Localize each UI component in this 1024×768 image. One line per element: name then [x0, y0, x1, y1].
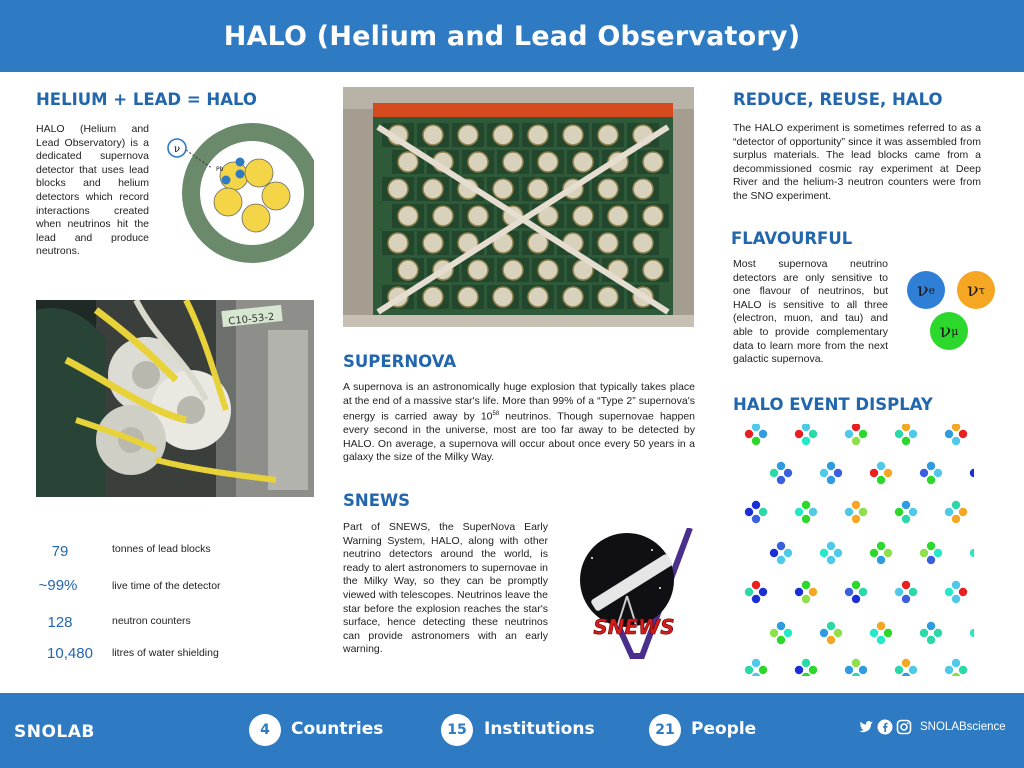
nu-subscript: e [928, 283, 936, 297]
counter-hit [970, 469, 974, 477]
counter-hit [870, 629, 878, 637]
helium-counter [563, 125, 583, 145]
counter-hit [927, 542, 935, 550]
counter-hit [802, 424, 810, 431]
helium-counter [608, 206, 628, 226]
counter-hit [859, 508, 867, 516]
counter-hit [952, 595, 960, 603]
counter-hit [845, 430, 853, 438]
snews-text: Part of SNEWS, the SuperNova Early Warning System, HALO, along with other neutrino detectors around the world, is ready to alert astronomers to supernovae in the Milky Way, so they can be promptly viewed with telescopes. Neutrinos leave the star before the explosion reaches the star's surface, hence detecting these neutrinos can provide astronomers with an early warning. [343, 521, 548, 656]
countries-label: Countries [291, 719, 384, 739]
counter-hit [852, 595, 860, 603]
helium-counter [468, 260, 488, 280]
supernova-exponent: 58 [492, 411, 500, 418]
counter-hit [820, 549, 828, 557]
stat-label: live time of the detector [112, 580, 221, 592]
counter-hit [802, 581, 810, 589]
counter-hit [859, 588, 867, 596]
counter-hit [809, 666, 817, 674]
counter-hit [877, 636, 885, 644]
counter-hit [909, 430, 917, 438]
helium-counter [262, 182, 290, 210]
counter-hit [945, 588, 953, 596]
nu-subscript: μ [951, 324, 959, 338]
muon-neutrino-icon [930, 312, 968, 350]
counter-hit [859, 430, 867, 438]
helium-counter [643, 206, 663, 226]
counter-hit [952, 424, 960, 431]
helium-counter [538, 152, 558, 172]
helium-counter [493, 125, 513, 145]
helium-counter [598, 125, 618, 145]
helium-counter [493, 179, 513, 199]
halo-detector-photo [343, 87, 694, 327]
stat-label: tonnes of lead blocks [112, 543, 211, 555]
counter-hit [927, 636, 935, 644]
counter-hit [927, 622, 935, 630]
counter-hit [802, 515, 810, 523]
counter-hit [934, 629, 942, 637]
counter-hit [895, 430, 903, 438]
counter-hit [752, 595, 760, 603]
counter-hit [759, 666, 767, 674]
counter-hit [909, 666, 917, 674]
photo-tag: C10-53-2 [227, 311, 275, 328]
counter-hit [852, 424, 860, 431]
counter-hit [759, 588, 767, 596]
helium-counter [633, 233, 653, 253]
helium-counter [503, 152, 523, 172]
counter-hit [952, 501, 960, 509]
counter-hit [777, 476, 785, 484]
institutions-label: Institutions [484, 719, 595, 739]
institutions-count: 15 [441, 714, 473, 746]
counter-hit [934, 549, 942, 557]
counter-hit [884, 549, 892, 557]
counter-hit [827, 476, 835, 484]
counter-hit [827, 622, 835, 630]
counter-hit [859, 666, 867, 674]
counter-hit [827, 636, 835, 644]
counter-hit [777, 622, 785, 630]
helium-counter [398, 260, 418, 280]
counter-hit [745, 430, 753, 438]
helium-counter [538, 260, 558, 280]
header-bar [0, 0, 1024, 72]
counter-hit [920, 549, 928, 557]
counter-hit [795, 666, 803, 674]
neutron [236, 158, 245, 167]
people-count: 21 [649, 714, 681, 746]
counter-hit [777, 462, 785, 470]
counter-hit [952, 437, 960, 445]
counter-hit [902, 659, 910, 667]
neutron [236, 170, 245, 179]
event-heading: HALO EVENT DISPLAY [733, 395, 933, 414]
counter-hit [877, 542, 885, 550]
counter-hit [784, 629, 792, 637]
counter-hit [920, 469, 928, 477]
counter-hit [827, 462, 835, 470]
counter-hit [927, 476, 935, 484]
counter-hit [752, 673, 760, 676]
helium-counter [458, 125, 478, 145]
counter-hit [945, 430, 953, 438]
counter-hit [834, 469, 842, 477]
counter-hit [902, 515, 910, 523]
counter-hit [745, 666, 753, 674]
snews-heading: SNEWS [343, 491, 411, 510]
snews-logo-text: SNEWS [593, 615, 675, 639]
counter-hit [970, 629, 974, 637]
page-title: HALO (Helium and Lead Observatory) [223, 20, 801, 52]
helium-counter [598, 287, 618, 307]
counter-hit [952, 659, 960, 667]
helium-counter [573, 152, 593, 172]
nu-symbol: ν [967, 279, 979, 301]
stat-label: neutron counters [112, 615, 191, 627]
counter-hit [852, 673, 860, 676]
helium-counter [214, 188, 242, 216]
helium-counter [423, 287, 443, 307]
helium-lead-text: HALO (Helium and Lead Observatory) is a dedicated supernova detector that uses lead blocks and helium detectors which record interactions created when neutrinos hit the lead and produce neutrons. [36, 123, 149, 258]
counter-hit [959, 588, 967, 596]
flavour-heading: FLAVOURFUL [731, 229, 853, 248]
helium-counter [468, 206, 488, 226]
counter-hit [777, 636, 785, 644]
counter-hit [802, 673, 810, 676]
helium-counter [468, 152, 488, 172]
counter-hit [902, 581, 910, 589]
counter-hit [777, 556, 785, 564]
helium-counter [643, 260, 663, 280]
helium-counter [423, 233, 443, 253]
nu-subscript: τ [978, 283, 985, 297]
supernova-heading: SUPERNOVA [343, 352, 457, 371]
social-links [858, 719, 1006, 735]
reduce-heading: REDUCE, REUSE, HALO [733, 90, 943, 109]
helium-counter [528, 287, 548, 307]
helium-counter [423, 125, 443, 145]
counter-hit [902, 595, 910, 603]
counter-hit [909, 508, 917, 516]
counter-hit [770, 629, 778, 637]
counter-hit [795, 508, 803, 516]
counter-hit [834, 629, 842, 637]
counter-hit [877, 476, 885, 484]
flavour-text: Most supernova neutrino detectors are only sensitive to one flavour of neutrinos, but HALO is sensitive to all three (electron, muon, and tau) and able to provide complementary data to learn more from the next galactic supernova. [733, 258, 888, 366]
counter-hit [809, 430, 817, 438]
helium-counter [458, 287, 478, 307]
helium-counter [242, 204, 270, 232]
supernova-text-part2: neutrinos. Though supernovae happen every second in the universe, most are too far away to be detected by HALO. On average, a supernova will occur about once every 50 years in a galaxy the size of the Milky Way. [343, 410, 695, 464]
helium-counter [528, 179, 548, 199]
counter-hit [759, 430, 767, 438]
counter-hit [895, 666, 903, 674]
detector-diagram [164, 118, 314, 268]
stat-value: 79 [51, 543, 69, 560]
stat-label: litres of water shielding [112, 647, 219, 659]
helium-lead-heading: HELIUM + LEAD = HALO [36, 90, 257, 109]
counter-hit [827, 542, 835, 550]
counter-hit [920, 629, 928, 637]
counter-hit [902, 424, 910, 431]
helium-counter [398, 206, 418, 226]
counter-hit [752, 515, 760, 523]
counter-hit [809, 588, 817, 596]
counter-hit [952, 581, 960, 589]
counter-hit [845, 588, 853, 596]
counter-hit [927, 462, 935, 470]
twitter-icon[interactable] [858, 719, 874, 735]
helium-counter [388, 233, 408, 253]
counter-hit [820, 469, 828, 477]
stat-value: ~99% [38, 577, 78, 594]
counter-hit [752, 581, 760, 589]
counter-hit [895, 588, 903, 596]
counter-hit [845, 666, 853, 674]
counter-hit [752, 659, 760, 667]
counter-hit [795, 588, 803, 596]
lead-label: Pb [216, 166, 224, 173]
helium-counter [493, 287, 513, 307]
nu-symbol: ν [939, 320, 952, 342]
counter-hit [852, 581, 860, 589]
helium-counter [598, 179, 618, 199]
snews-logo [572, 528, 696, 662]
counter-hit [902, 501, 910, 509]
reduce-text: The HALO experiment is sometimes referred to as a “detector of opportunity” since it was assembled from surplus materials. The lead blocks came from a decommissioned cosmic ray experiment at Deep River and the helium-3 neutron counters were from the SNO experiment. [733, 122, 981, 202]
stat-value: 128 [47, 614, 73, 631]
counter-hit [745, 588, 753, 596]
counter-hit [759, 508, 767, 516]
snolab-logo: SNOLAB [14, 722, 95, 742]
counter-hit [952, 673, 960, 676]
neutron [222, 176, 231, 185]
counter-hit [852, 437, 860, 445]
instagram-icon[interactable] [896, 719, 912, 735]
counter-hit [877, 462, 885, 470]
helium-counter [245, 159, 273, 187]
counter-hit [959, 666, 967, 674]
counter-hit [877, 556, 885, 564]
helium-counter [433, 206, 453, 226]
counter-hit [877, 622, 885, 630]
counter-hit [770, 469, 778, 477]
counter-hit [870, 549, 878, 557]
event-display [734, 424, 974, 676]
helium-counter [573, 206, 593, 226]
counter-hit [959, 508, 967, 516]
counter-hit [945, 666, 953, 674]
stat-value: 10,480 [47, 645, 93, 662]
counter-hit [745, 508, 753, 516]
counter-hit [752, 437, 760, 445]
counter-hit [870, 469, 878, 477]
counter-hit [802, 595, 810, 603]
counter-hit [770, 549, 778, 557]
counter-hit [959, 430, 967, 438]
counter-hit [852, 515, 860, 523]
counter-hit [902, 437, 910, 445]
counter-hit [834, 549, 842, 557]
tau-neutrino-icon [957, 271, 995, 309]
counter-hit [934, 469, 942, 477]
helium-counter [423, 179, 443, 199]
helium-counter [503, 260, 523, 280]
facebook-icon[interactable] [877, 719, 893, 735]
counter-hit [802, 501, 810, 509]
counter-hit [784, 469, 792, 477]
counter-hit [852, 501, 860, 509]
countries-count: 4 [249, 714, 281, 746]
counter-hit [802, 659, 810, 667]
counter-hit [795, 430, 803, 438]
helium-counter [643, 152, 663, 172]
counter-hit [784, 549, 792, 557]
people-label: People [691, 719, 757, 739]
helium-counter [528, 125, 548, 145]
social-handle[interactable]: SNOLABscience [920, 721, 1006, 733]
counter-hit [845, 508, 853, 516]
supernova-text [343, 381, 695, 465]
counter-hit [752, 424, 760, 431]
counter-hit [895, 508, 903, 516]
counter-hit [820, 629, 828, 637]
counter-hit [852, 659, 860, 667]
electron-neutrino-icon [907, 271, 945, 309]
counter-hit [945, 508, 953, 516]
supernova-text-part1: A supernova is an astronomically huge explosion that typically takes place at the end of a massive star's life. More than 99% of a “Type 2” supernova's energy is carried away by 10 [343, 381, 695, 423]
counter-hit [752, 501, 760, 509]
helium-counter [563, 287, 583, 307]
counter-hit [802, 437, 810, 445]
counter-hit [909, 588, 917, 596]
neutrino-label: ν [173, 144, 181, 155]
counter-hit [884, 469, 892, 477]
counter-hit [952, 515, 960, 523]
nu-symbol: ν [916, 279, 929, 301]
helium-counter [398, 152, 418, 172]
counter-hit [809, 508, 817, 516]
helium-counter [388, 179, 408, 199]
counter-hit [884, 629, 892, 637]
counter-hit [777, 542, 785, 550]
detector-cables-photo [36, 300, 314, 497]
counter-hit [827, 556, 835, 564]
helium-counter [633, 179, 653, 199]
counter-hit [970, 549, 974, 557]
counter-hit [902, 673, 910, 676]
counter-hit [927, 556, 935, 564]
helium-counter [598, 233, 618, 253]
